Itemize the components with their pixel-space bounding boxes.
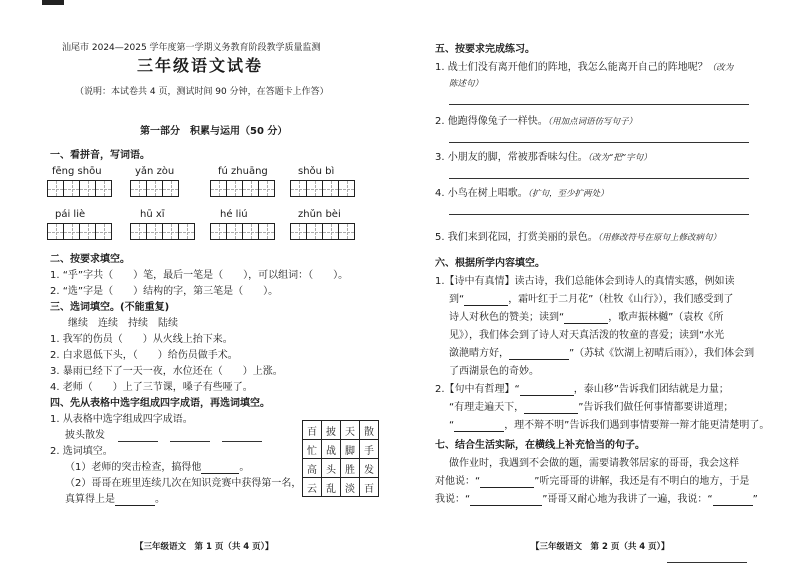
s6-blank-1[interactable] (464, 295, 508, 306)
s6-p2-line2: “有理走遍天下， ”告诉我们做任何事情都要讲道理； (449, 402, 734, 413)
table-cell: 散 (360, 421, 379, 440)
s4-item-2: 2. 选词填空。 (50, 446, 113, 457)
s4-sub-1-blank[interactable] (201, 463, 239, 474)
s6-p2-line3: “ ，理不辩不明”告诉我们遇到事情要辩一辩才能更清楚明了。 (449, 420, 770, 431)
s5-q5: 5. 我们来到花园，打赏美丽的景色。（用修改符号在原句上修改病句） (435, 232, 721, 243)
table-cell: 脚 (341, 440, 360, 459)
writing-grid-7[interactable] (210, 223, 274, 240)
writing-grid-8[interactable] (290, 223, 354, 240)
writing-grid-1[interactable] (47, 180, 111, 197)
table-cell: 淡 (341, 478, 360, 497)
writing-grid-4[interactable] (290, 180, 354, 197)
writing-grid-3[interactable] (210, 180, 274, 197)
s7-blank-1[interactable] (480, 477, 534, 488)
pinyin-7: hé liú (220, 209, 248, 220)
table-cell: 忙 (303, 440, 322, 459)
pinyin-6: hū xī (140, 209, 165, 220)
section-6-heading: 六、根据所学内容填空。 (435, 258, 545, 269)
idiom-blank-3[interactable] (222, 441, 262, 442)
s6-blank-2[interactable] (564, 313, 608, 324)
s6-p1-line2: 到“ ，霜叶红于二月花”（杜牧《山行》），我们感受到了 (449, 294, 734, 305)
table-cell: 胜 (341, 459, 360, 478)
s5-q1-answer-line[interactable] (449, 104, 749, 105)
bottom-line (667, 562, 747, 563)
pinyin-8: zhǔn bèi (298, 209, 341, 220)
pinyin-1: fēng shōu (52, 166, 102, 177)
s7-line2: 对他说：“ ”听完哥哥的讲解，我还是有不明白的地方，于是 (435, 476, 750, 487)
pinyin-3: fú zhuāng (218, 166, 268, 177)
table-cell: 百 (360, 478, 379, 497)
s7-line3: 我说：“ ”哥哥又耐心地为我讲了一遍，我说：“ ” (435, 494, 758, 505)
s6-blank-6[interactable] (454, 421, 504, 432)
table-cell: 百 (303, 421, 322, 440)
s5-q4-answer-line[interactable] (449, 214, 749, 215)
idiom-character-table (302, 420, 379, 497)
s3-word-bank: 继续 连续 持续 陆续 (68, 318, 178, 329)
exam-header: 汕尾市 2024—2025 学年度第一学期义务教育阶段教学质量监测 (62, 43, 321, 53)
s5-q2: 2. 他跑得像兔子一样快。（用加点词语仿写句子） (435, 116, 637, 127)
s4-example: 披头散发 (65, 430, 105, 441)
s4-sub-2-blank[interactable] (115, 495, 155, 506)
idiom-blank-2[interactable] (170, 441, 210, 442)
section-2-heading: 二、按要求填空。 (50, 254, 130, 265)
exam-instructions: （说明：本试卷共 4 页，测试时间 90 分钟，在答题卡上作答） (75, 87, 329, 97)
s4-sub-2b: 真算得上是 。 (65, 494, 165, 505)
s3-item-3: 3. 暴雨已经下了一天一夜，水位还在（ ）上涨。 (50, 366, 283, 377)
s5-q1: 1. 战士们没有离开他们的阵地，我怎么能离开自己的阵地呢？（改为 (435, 62, 734, 73)
s6-p1-line6: 了西湖景色的奇妙。 (449, 366, 539, 377)
page-2-footer: 【三年级语文 第 2 页（共 4 页）】 (531, 542, 670, 552)
s4-sub-2: （2）哥哥在班里连续几次在知识竞赛中获得第一名， (65, 478, 302, 489)
s5-q2-answer-line[interactable] (449, 142, 749, 143)
s6-p2-line1: 2.【句中有哲理】“ ，泰山移”告诉我们团结就是力量； (435, 384, 729, 395)
page-1-footer: 【三年级语文 第 1 页（共 4 页）】 (135, 542, 274, 552)
s6-p1-line4: 见》），我们体会到了诗人对天真活泼的牧童的喜爱；读到“水光 (449, 330, 725, 341)
table-cell: 披 (322, 421, 341, 440)
s7-line1: 做作业时，我遇到不会做的题，需要请教邻居家的哥哥，我会这样 (449, 458, 739, 469)
s3-item-4: 4. 老师（ ）上了三节课，嗓子有些哑了。 (50, 382, 253, 393)
pinyin-4: shǒu bì (298, 166, 335, 177)
exam-title: 三年级语文试卷 (137, 56, 264, 75)
pinyin-5: pái liè (55, 209, 86, 220)
table-cell: 乱 (322, 478, 341, 497)
section-7-heading: 七、结合生活实际，在横线上补充恰当的句子。 (435, 440, 645, 451)
idiom-blank-1[interactable] (118, 441, 158, 442)
s2-question-2: 2. “选”字是（ ）结构的字，第三笔是（ ）。 (50, 286, 279, 297)
writing-grid-6[interactable] (130, 223, 194, 240)
s5-q3-answer-line[interactable] (449, 178, 749, 179)
table-cell: 云 (303, 478, 322, 497)
s6-p1-line1: 1.【诗中有真情】读古诗，我们总能体会到诗人的真情实感，例如读 (435, 276, 735, 287)
section-1-heading: 一、看拼音，写词语。 (50, 150, 150, 161)
section-3-heading: 三、选词填空。(不能重复) (50, 302, 170, 313)
s7-blank-2[interactable] (470, 495, 542, 506)
s6-blank-5[interactable] (524, 403, 578, 414)
table-cell: 战 (322, 440, 341, 459)
s6-blank-3[interactable] (509, 349, 569, 360)
part-heading: 第一部分 积累与运用（50 分） (140, 126, 288, 137)
pinyin-2: yǎn zòu (135, 166, 175, 177)
section-5-heading: 五、按要求完成练习。 (435, 44, 535, 55)
s7-blank-3[interactable] (713, 495, 753, 506)
s5-q4: 4. 小鸟在树上唱歌。（扩句，至少扩两处） (435, 188, 609, 199)
s3-item-2: 2. 白求恩低下头，（ ）给伤员做手术。 (50, 350, 238, 361)
s6-blank-4[interactable] (520, 385, 574, 396)
s4-item-1: 1. 从表格中选字组成四字成语。 (50, 414, 193, 425)
table-cell: 天 (341, 421, 360, 440)
page-2 (397, 0, 794, 571)
s3-item-1: 1. 我军的伤员（ ）从火线上抬下来。 (50, 334, 233, 345)
s2-question-1: 1. “乎”字共（ ）笔，最后一笔是（ ），可以组词：（ ）。 (50, 270, 349, 281)
table-cell: 手 (360, 440, 379, 459)
section-4-heading: 四、先从表格中选字组成四字成语，再选词填空。 (50, 398, 270, 409)
s6-p1-line3: 诗人对秋色的赞美；读到“ ，歌声振林樾”（袁枚《所 (449, 312, 724, 323)
s5-q1-note: 陈述句） (449, 79, 484, 89)
writing-grid-2[interactable] (130, 180, 178, 197)
writing-grid-5[interactable] (47, 223, 111, 240)
s6-p1-line5: 潋滟晴方好， ”（苏轼《饮湖上初晴后雨》），我们体会到 (449, 348, 755, 359)
table-cell: 头 (322, 459, 341, 478)
table-cell: 发 (360, 459, 379, 478)
table-cell: 高 (303, 459, 322, 478)
s4-sub-1: （1）老师的突击检查，搞得他 。 (65, 462, 250, 473)
s5-q3: 3. 小朋友的脚，常被那香味勾住。（改为“把”字句） (435, 152, 652, 163)
